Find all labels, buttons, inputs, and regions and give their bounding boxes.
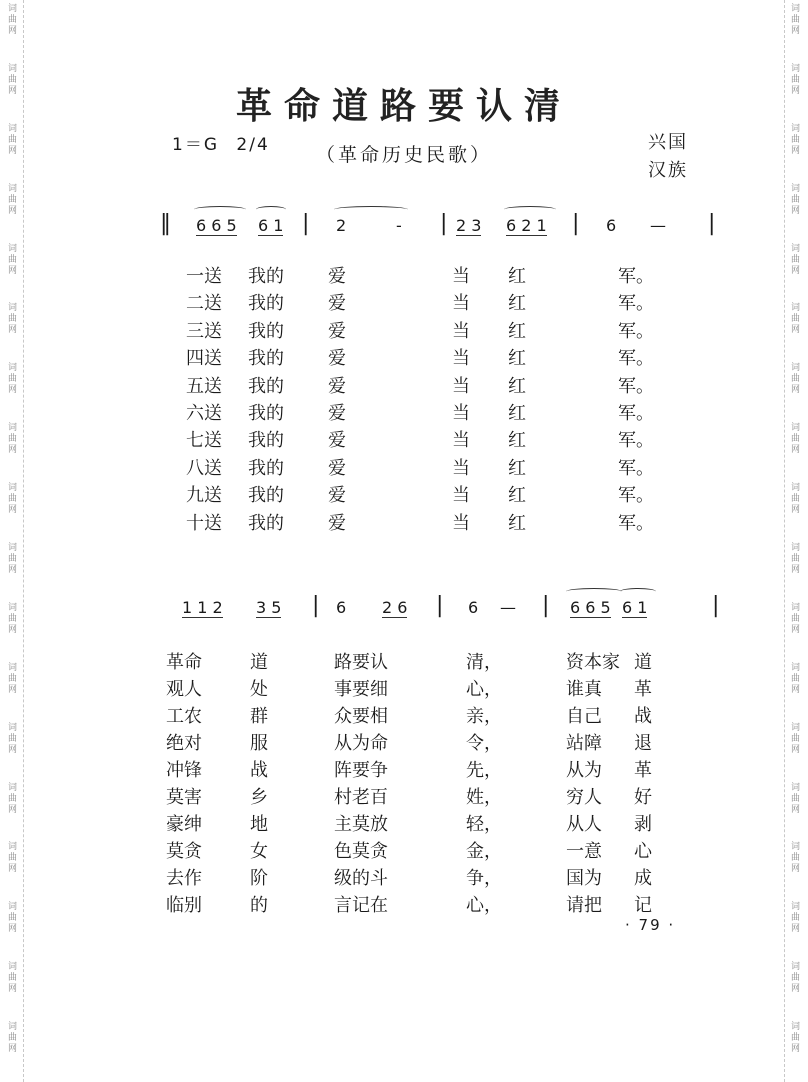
lyric-text: 群	[250, 706, 268, 727]
note-group: 6 1	[622, 598, 648, 617]
lyric-text: 轻，	[466, 814, 502, 835]
lyric-text: 六送	[186, 403, 222, 424]
lyric-text: 穷人	[566, 787, 602, 808]
note-group: 6 6 5	[570, 598, 611, 617]
note-group: 6 2 1	[506, 216, 547, 235]
watermark-text: 词 曲 网	[790, 962, 800, 995]
lyric-text: 战	[634, 706, 652, 727]
lyric-text: 我的	[248, 430, 284, 452]
lyric-text: 道	[250, 652, 268, 673]
lyric-text: 从为命	[334, 733, 388, 754]
watermark-text: 词 曲 网	[7, 423, 17, 456]
lyric-text: 地	[250, 814, 268, 835]
note-group: 2 3	[456, 216, 482, 235]
note-group: 3 5	[256, 598, 282, 617]
lyric-text: 令，	[466, 733, 502, 754]
barline: |	[542, 593, 550, 618]
lyric-text: 军。	[618, 485, 654, 507]
lyric-text: 色莫贪	[334, 841, 388, 862]
slur-arc	[566, 588, 622, 595]
lyric-text: 爱	[328, 375, 346, 397]
barline: |	[712, 593, 720, 618]
lyric-text: 红	[508, 512, 526, 534]
slur-arc	[194, 206, 246, 213]
lyric-text: 清，	[466, 652, 502, 673]
song-title: 革命道路要认清	[235, 85, 572, 127]
lyric-text: 退	[634, 733, 652, 754]
lyric-text: 七送	[186, 430, 222, 452]
barline: |	[572, 211, 580, 236]
lyric-text: 军。	[618, 266, 654, 287]
watermark-text: 词 曲 网	[790, 662, 800, 695]
lyric-text: 当	[452, 348, 470, 370]
lyric-text: 军。	[618, 430, 654, 452]
lyric-text: 当	[452, 266, 470, 287]
lyric-text: 心，	[466, 679, 502, 700]
note-group: 6 1	[258, 216, 284, 235]
lyric-text: 军。	[618, 348, 654, 370]
lyric-text: 先，	[466, 760, 502, 781]
watermark-text: 词 曲 网	[7, 842, 17, 875]
lyric-text: 红	[508, 348, 526, 370]
watermark-text: 词 曲 网	[790, 243, 800, 276]
watermark-text: 词 曲 网	[790, 423, 800, 456]
lyric-text: 爱	[328, 457, 346, 479]
watermark-text: 词 曲 网	[790, 543, 800, 576]
lyric-text: 级的斗	[334, 868, 388, 889]
lyric-text: 爱	[328, 430, 346, 452]
lyric-text: 路要认	[334, 652, 388, 673]
lyric-text: 谁真	[566, 679, 602, 700]
watermark-text: 词 曲 网	[790, 183, 800, 216]
notation-row-2	[160, 590, 720, 630]
lyric-text: 莫害	[166, 787, 202, 808]
watermark-text: 词 曲 网	[7, 543, 17, 576]
lyric-text: 军。	[618, 320, 654, 342]
lyric-text: 当	[452, 512, 470, 534]
lyric-text: 红	[508, 430, 526, 452]
lyric-text: 红	[508, 320, 526, 342]
lyric-text: 八送	[186, 457, 222, 479]
lyric-text: 红	[508, 403, 526, 424]
watermark-text: 词 曲 网	[7, 303, 17, 336]
slur-arc	[256, 206, 286, 213]
lyric-text: 站障	[566, 733, 602, 754]
lyric-text: 革命	[166, 652, 202, 673]
lyric-text: 女	[250, 841, 268, 862]
lyric-text: 从人	[566, 814, 602, 835]
key-label: 1＝G	[172, 135, 219, 155]
lyric-text: 爱	[328, 485, 346, 507]
lyric-text: 爱	[328, 403, 346, 424]
lyric-text: 工农	[166, 706, 202, 727]
lyric-text: 观人	[166, 679, 202, 700]
watermark-text: 词 曲 网	[790, 722, 800, 755]
notation-row-1	[160, 208, 720, 248]
watermark-text: 词 曲 网	[790, 63, 800, 96]
lyric-text: 军。	[618, 403, 654, 424]
lyric-text: 请把	[566, 895, 602, 916]
time-signature: 2/4	[236, 135, 270, 155]
watermark-text: 词 曲 网	[7, 602, 17, 635]
lyric-text: 革	[634, 760, 652, 781]
lyric-text: 资本家	[566, 652, 620, 673]
lyric-text: 红	[508, 375, 526, 397]
lyric-text: 自己	[566, 706, 602, 727]
lyric-text: 一送	[186, 266, 222, 287]
song-subtitle: （革命历史民歌）	[315, 144, 492, 166]
lyric-text: 言记在	[334, 895, 388, 916]
lyric-text: 我的	[248, 512, 284, 534]
lyric-text: 战	[250, 760, 268, 781]
lyric-text: 五送	[186, 375, 222, 397]
lyric-text: 我的	[248, 348, 284, 370]
note-group: 6	[468, 598, 479, 617]
lyric-text: 当	[452, 457, 470, 479]
lyric-text: 爱	[328, 512, 346, 534]
lyric-text: 我的	[248, 375, 284, 397]
lyric-text: 当	[452, 485, 470, 507]
lyric-text: 爱	[328, 266, 346, 287]
watermark-text: 词 曲 网	[790, 1022, 800, 1055]
lyric-text: 四送	[186, 348, 222, 370]
slur-arc	[620, 588, 656, 595]
lyric-text: 红	[508, 266, 526, 287]
barline: |	[708, 211, 716, 236]
lyric-text: 事要细	[334, 679, 388, 700]
lyric-text: 当	[452, 375, 470, 397]
lyric-text: 阵要争	[334, 760, 388, 781]
watermark-text: 词 曲 网	[7, 183, 17, 216]
lyric-text: 绝对	[166, 733, 202, 754]
lyric-text: 红	[508, 485, 526, 507]
lyric-text: 当	[452, 293, 470, 315]
lyric-text: 国为	[566, 868, 602, 889]
lyric-text: 记	[634, 895, 652, 916]
barline: |	[302, 211, 310, 236]
watermark-text: 词 曲 网	[7, 1022, 17, 1055]
credit-region: 兴国	[648, 132, 688, 153]
slur-arc	[504, 206, 556, 213]
lyric-text: 当	[452, 430, 470, 452]
lyric-text: 阶	[250, 868, 268, 889]
lyric-text: 成	[634, 868, 652, 889]
watermark-text: 词 曲 网	[790, 842, 800, 875]
note-group: 1 1 2	[182, 598, 223, 617]
watermark-text: 词 曲 网	[7, 722, 17, 755]
lyric-text: 冲锋	[166, 760, 202, 781]
lyric-text: 我的	[248, 485, 284, 507]
lyric-text: 九送	[186, 485, 222, 507]
lyric-text: 的	[250, 895, 268, 916]
lyric-text: 革	[634, 679, 652, 700]
barline: ‖	[160, 211, 171, 236]
lyric-text: 三送	[186, 320, 222, 342]
barline: |	[312, 593, 320, 618]
lyric-text: 我的	[248, 293, 284, 315]
lyric-text: 我的	[248, 403, 284, 424]
watermark-text: 词 曲 网	[7, 363, 17, 396]
lyric-text: 红	[508, 293, 526, 315]
lyric-text: 爱	[328, 293, 346, 315]
lyric-text: 军。	[618, 293, 654, 315]
lyric-text: 乡	[250, 787, 268, 808]
lyric-text: 莫贪	[166, 841, 202, 862]
lyric-text: 争，	[466, 868, 502, 889]
lyric-text: 我的	[248, 457, 284, 479]
lyric-text: 我的	[248, 266, 284, 287]
watermark-text: 词 曲 网	[7, 4, 17, 36]
watermark-text: 词 曲 网	[790, 902, 800, 935]
lyric-text: 二送	[186, 293, 222, 315]
key-signature	[172, 130, 270, 155]
slur-arc	[334, 206, 408, 213]
lyric-text: 豪绅	[166, 814, 202, 835]
lyric-text: 服	[250, 733, 268, 754]
lyric-text: 处	[250, 679, 268, 700]
watermark-text: 词 曲 网	[790, 602, 800, 635]
watermark-text: 词 曲 网	[790, 4, 800, 36]
note-group: 2	[336, 216, 347, 235]
lyric-text: 金，	[466, 841, 502, 862]
note-group: -	[396, 216, 402, 235]
lyric-text: 当	[452, 403, 470, 424]
lyric-text: 从为	[566, 760, 602, 781]
lyric-text: 红	[508, 457, 526, 479]
note-group: 6	[336, 598, 347, 617]
lyric-text: 当	[452, 320, 470, 342]
page-number: · 79 ·	[625, 916, 676, 934]
watermark-text: 词 曲 网	[7, 63, 17, 96]
watermark-text: 词 曲 网	[7, 782, 17, 815]
watermark-text: 词 曲 网	[7, 243, 17, 276]
lyric-text: 村老百	[334, 787, 388, 808]
lyric-text: 十送	[186, 512, 222, 534]
watermark-text: 词 曲 网	[790, 303, 800, 336]
note-group: 6 6 5	[196, 216, 237, 235]
lyric-text: 军。	[618, 512, 654, 534]
watermark-text: 词 曲 网	[7, 662, 17, 695]
watermark-text: 词 曲 网	[790, 123, 800, 156]
watermark-text: 词 曲 网	[7, 483, 17, 516]
note-group: —	[650, 216, 666, 235]
watermark-text: 词 曲 网	[790, 782, 800, 815]
watermark-text: 词 曲 网	[7, 962, 17, 995]
lyric-text: 心，	[466, 895, 502, 916]
lyric-text: 爱	[328, 320, 346, 342]
lyric-text: 我的	[248, 320, 284, 342]
note-group: —	[500, 598, 516, 617]
watermark-text: 词 曲 网	[790, 363, 800, 396]
lyric-text: 众要相	[334, 706, 388, 727]
lyric-text: 主莫放	[334, 814, 388, 835]
watermark-text: 词 曲 网	[7, 902, 17, 935]
lyric-text: 好	[634, 787, 652, 808]
lyric-text: 爱	[328, 348, 346, 370]
lyric-text: 去作	[166, 868, 202, 889]
barline: |	[436, 593, 444, 618]
lyric-text: 剥	[634, 814, 652, 835]
lyric-text: 军。	[618, 457, 654, 479]
lyric-text: 心	[634, 841, 652, 862]
note-group: 2 6	[382, 598, 408, 617]
note-group: 6	[606, 216, 617, 235]
lyric-text: 姓，	[466, 787, 502, 808]
lyric-text: 道	[634, 652, 652, 673]
lyric-text: 亲，	[466, 706, 502, 727]
barline: |	[440, 211, 448, 236]
lyric-text: 军。	[618, 375, 654, 397]
lyric-text: 临别	[166, 895, 202, 916]
watermark-text: 词 曲 网	[790, 483, 800, 516]
credit-ethnicity: 汉族	[648, 160, 688, 181]
lyric-text: 一意	[566, 841, 602, 862]
watermark-text: 词 曲 网	[7, 123, 17, 156]
